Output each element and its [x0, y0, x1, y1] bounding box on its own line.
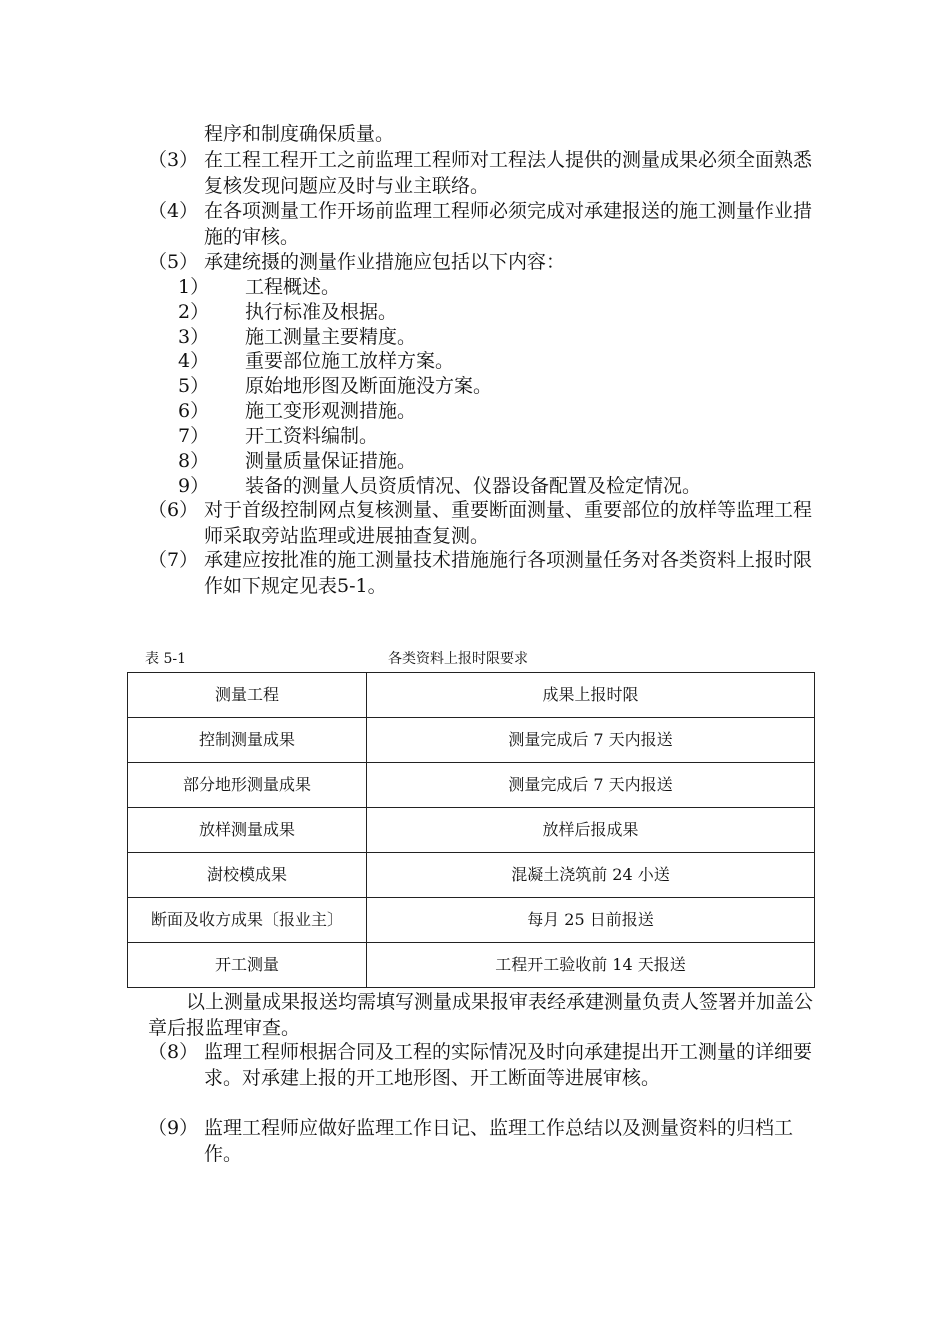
sub-item-number: 4）: [178, 350, 210, 372]
sub-item-text: 装备的测量人员资质情况、仪器设备配置及检定情况。: [245, 475, 702, 497]
item-text: 承建统摄的测量作业措施应包括以下内容：: [204, 251, 566, 273]
table-title: 各类资料上报时限要求: [388, 651, 528, 667]
item-number: （8）: [148, 1041, 199, 1063]
sub-item-number: 5）: [178, 375, 210, 397]
table-cell: 工程开工验收前 14 天报送: [367, 943, 815, 988]
table-cell: 澍校模成果: [128, 853, 367, 898]
sub-item-number: 2）: [178, 301, 210, 323]
table-cell: 控制测量成果: [128, 718, 367, 763]
table-row: [128, 943, 815, 988]
item-text: 在工程工程开工之前监理工程师对工程法人提供的测量成果必须全面熟悉复核发现问题应及时与业主联络。: [204, 149, 813, 197]
table-cell: 测量完成后 7 天内报送: [367, 718, 815, 763]
after-table-paragraph: 以上测量成果报送均需填写测量成果报审表经承建测量负责人签署并加盖公章后报监理审查。: [148, 991, 814, 1039]
sub-item-text: 开工资料编制。: [245, 425, 379, 447]
sub-item-text: 施工变形观测措施。: [245, 400, 417, 422]
header-cell: 测量工程: [128, 673, 367, 718]
item-number: （3）: [148, 149, 199, 171]
table-cell: 部分地形测量成果: [128, 763, 367, 808]
table-cell: 测量完成后 7 天内报送: [367, 763, 815, 808]
sub-item-text: 执行标准及根据。: [245, 301, 398, 323]
sub-item-text: 施工测量主要精度。: [245, 326, 417, 348]
table-row: [128, 763, 815, 808]
table-cell: 混凝土浇筑前 24 小送: [367, 853, 815, 898]
item-text: 承建应按批准的施工测量技术措施施行各项测量任务对各类资料上报时限作如下规定见表5-1。: [204, 549, 813, 597]
sub-item-number: 8）: [178, 450, 210, 472]
sub-item-text: 重要部位施工放样方案。: [245, 350, 455, 372]
item-text: 监理工程师应做好监理工作日记、监理工作总结以及测量资料的归档工作。: [204, 1117, 794, 1165]
sub-item-text: 工程概述。: [245, 276, 341, 298]
sub-item-number: 3）: [178, 326, 210, 348]
report-deadline-table: [127, 672, 815, 988]
sub-item-number: 7）: [178, 425, 210, 447]
continuation-text: 程序和制度确保质量。: [204, 123, 395, 145]
table-row: [128, 808, 815, 853]
item-number: （9）: [148, 1117, 199, 1139]
sub-item-number: 9）: [178, 475, 210, 497]
sub-item-number: 6）: [178, 400, 210, 422]
item-number: （7）: [148, 549, 199, 571]
table-row: [128, 718, 815, 763]
table-cell: 开工测量: [128, 943, 367, 988]
table-label: 表 5-1: [145, 651, 186, 667]
table-cell: 断面及收方成果〔报业主〕: [128, 898, 367, 943]
sub-item-text: 测量质量保证措施。: [245, 450, 417, 472]
table-cell: 每月 25 日前报送: [367, 898, 815, 943]
item-text: 监理工程师根据合同及工程的实际情况及时向承建提出开工测量的详细要求。对承建上报的开工地形图、开工断面等进展审核。: [204, 1041, 813, 1089]
table-header-row: [128, 673, 815, 718]
table-row: [128, 898, 815, 943]
item-text: 在各项测量工作开场前监理工程师必须完成对承建报送的施工测量作业措施的审核。: [204, 200, 813, 248]
table-cell: 放样后报成果: [367, 808, 815, 853]
item-number: （5）: [148, 251, 199, 273]
sub-item-number: 1）: [178, 276, 210, 298]
item-number: （6）: [148, 499, 199, 521]
item-number: （4）: [148, 200, 199, 222]
item-text: 对于首级控制网点复核测量、重要断面测量、重要部位的放样等监理工程师采取旁站监理或进展抽查复测。: [204, 499, 813, 547]
table-cell: 放样测量成果: [128, 808, 367, 853]
table-row: [128, 853, 815, 898]
sub-item-text: 原始地形图及断面施没方案。: [245, 375, 493, 397]
header-cell: 成果上报时限: [367, 673, 815, 718]
